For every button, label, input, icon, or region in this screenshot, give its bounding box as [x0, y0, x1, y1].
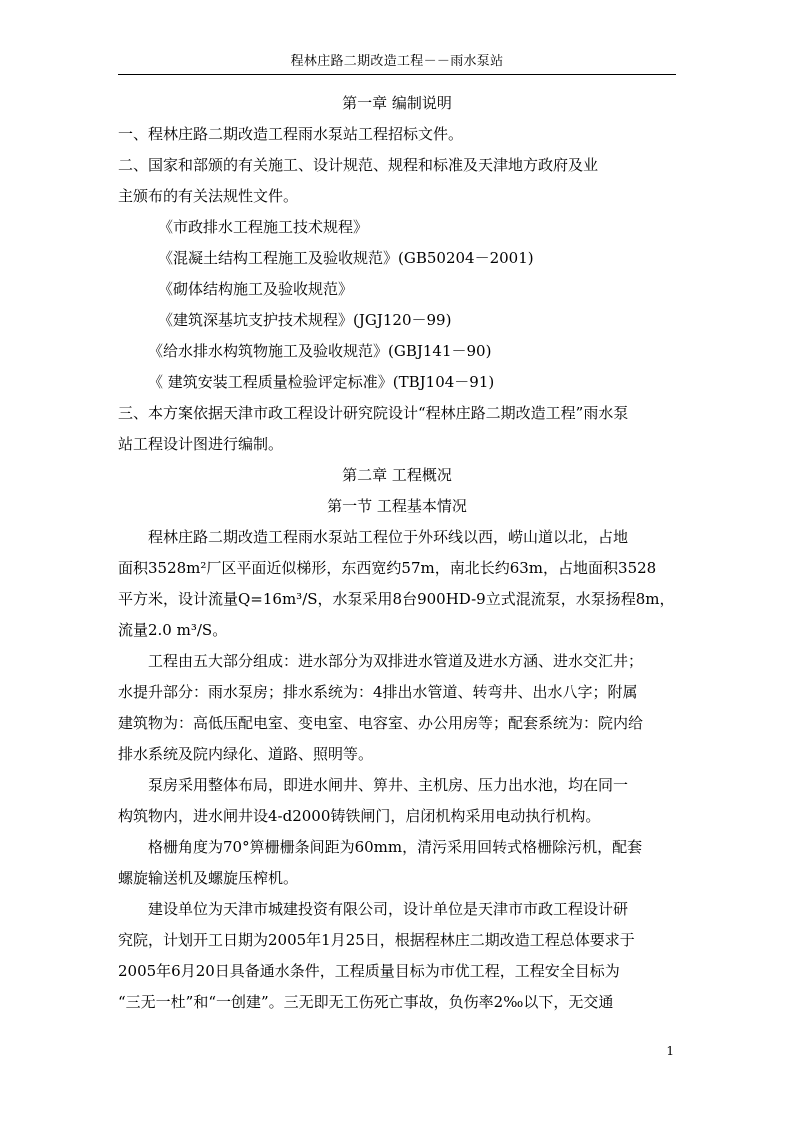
paragraph-line: 面积3528m²厂区平面近似梯形，东西宽约57m，南北长约63m，占地面积3528 [118, 559, 657, 577]
paragraph-line: 二、国家和部颁的有关施工、设计规范、规程和标准及天津地方政府及业 [118, 156, 599, 174]
paragraph-line: 究院，计划开工日期为2005年1月25日，根据程林庄二期改造工程总体要求于 [118, 931, 635, 949]
paragraph-line: 三、本方案依据天津市政工程设计研究院设计“程林庄路二期改造工程”雨水泵 [118, 404, 629, 422]
paragraph-line: 《砌体结构施工及验收规范》 [158, 280, 354, 298]
paragraph-line: 流量2.0 m³/S。 [118, 621, 228, 639]
paragraph-line: 水提升部分：雨水泵房；排水系统为：4排出水管道、转弯井、出水八字；附属 [118, 683, 638, 701]
paragraph-line: 工程由五大部分组成：进水部分为双排进水管道及进水方涵、进水交汇井； [148, 652, 644, 670]
paragraph-line: 格栅角度为70°箅栅栅条间距为60mm，清污采用回转式格栅除污机，配套 [148, 838, 643, 856]
paragraph-line: 站工程设计图进行编制。 [118, 435, 284, 453]
paragraph-line: 泵房采用整体布局，即进水闸井、箅井、主机房、压力出水池，均在同一 [148, 776, 629, 794]
paragraph-line: 一、程林庄路二期改造工程雨水泵站工程招标文件。 [118, 125, 464, 143]
section-heading: 第二章 工程概况 [342, 466, 452, 484]
paragraph-line: 螺旋输送机及螺旋压榨机。 [118, 869, 299, 887]
paragraph-line: 程林庄路二期改造工程雨水泵站工程位于外环线以西，崂山道以北，占地 [148, 528, 629, 546]
document-body [118, 88, 676, 1018]
paragraph-line: 《混凝土结构工程施工及验收规范》(GB50204－2001) [158, 249, 534, 267]
paragraph-line: 平方米，设计流量Q=16m³/S，水泵采用8台900HD-9立式混流泵，水泵扬程8m， [118, 590, 675, 608]
paragraph-line: 2005年6月20日具备通水条件，工程质量目标为市优工程，工程安全目标为 [118, 962, 620, 980]
paragraph-line: 《 建筑安装工程质量检验评定标准》(TBJ104－91) [148, 373, 495, 391]
paragraph-line: 《给水排水构筑物施工及验收规范》(GBJ141－90) [148, 342, 492, 360]
page-header [118, 50, 676, 75]
section-heading: 第一节 工程基本情况 [327, 497, 467, 515]
paragraph-line: 排水系统及院内绿化、道路、照明等。 [118, 745, 374, 763]
paragraph-line: 建筑物为：高低压配电室、变电室、电容室、办公用房等；配套系统为：院内给 [118, 714, 644, 732]
section-heading: 第一章 编制说明 [342, 94, 452, 112]
paragraph-line: “三无一杜”和“一创建”。三无即无工伤死亡事故，负伤率2‰以下，无交通 [118, 993, 614, 1011]
header-title: 程林庄路二期改造工程－－雨水泵站 [290, 54, 504, 69]
paragraph-line: 建设单位为天津市城建投资有限公司，设计单位是天津市市政工程设计研 [148, 900, 629, 918]
paragraph-line: 《建筑深基坑支护技术规程》(JGJ120－99) [158, 311, 452, 329]
paragraph-line: 《市政排水工程施工技术规程》 [158, 218, 369, 236]
page-number: 1 [666, 1044, 674, 1058]
paragraph-line: 构筑物内，进水闸井设4-d2000铸铁闸门，启闭机构采用电动执行机构。 [118, 807, 601, 825]
paragraph-line: 主颁布的有关法规性文件。 [118, 187, 299, 205]
